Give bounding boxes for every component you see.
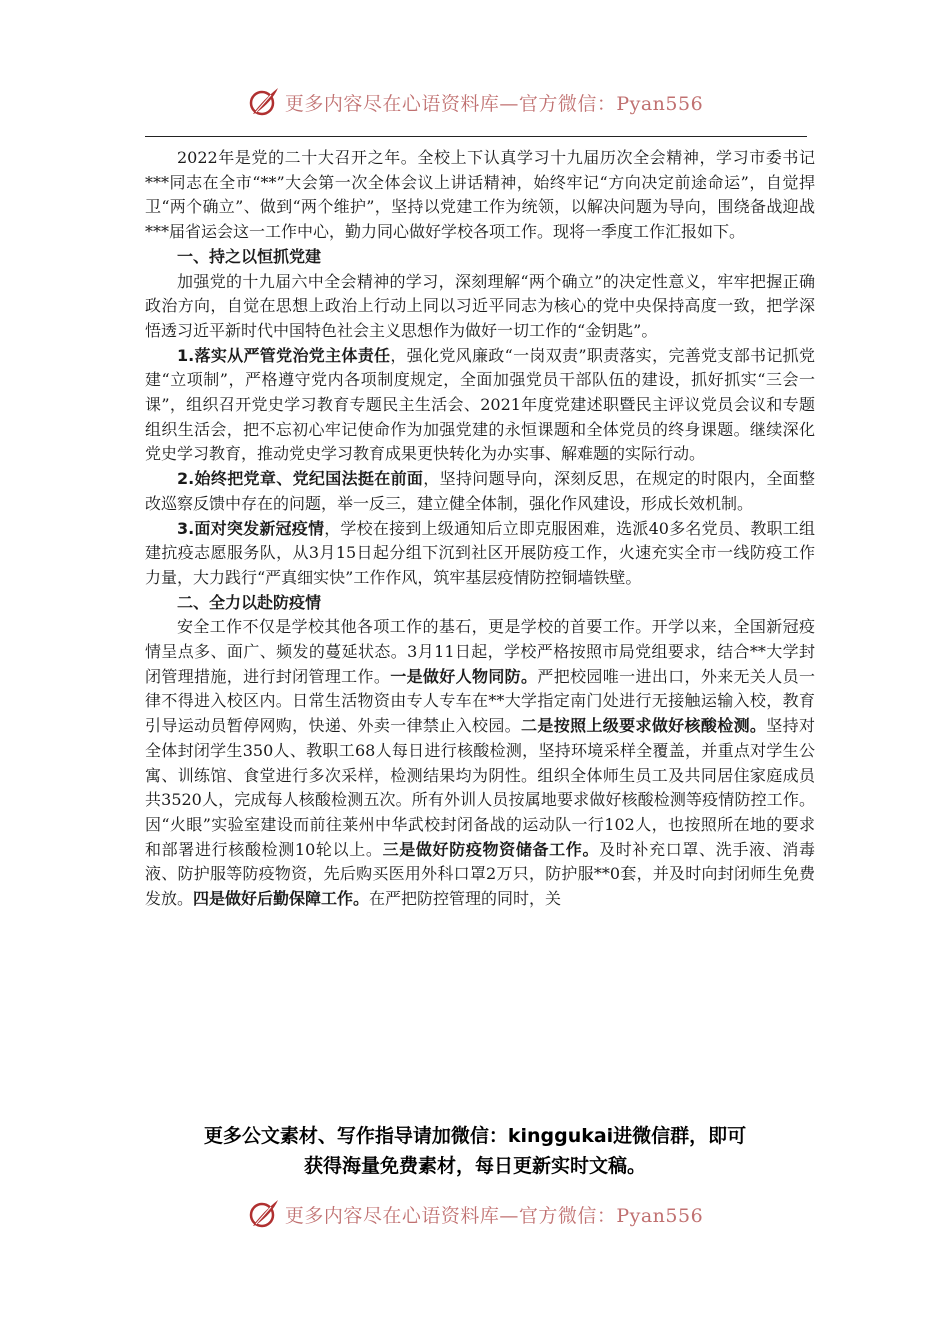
- promo-line-2: 获得海量免费素材，每日更新实时文稿。: [303, 1155, 646, 1177]
- quill-logo-icon: [247, 1197, 281, 1231]
- s2-text-d: 及时补充口罩、洗手液、消毒液、防护服等防疫物资，先后购买医用外科口罩2万只，防护服**0套，并及时向封闭师生免费发放。: [145, 839, 815, 909]
- item-1-text: ，强化党风廉政“一岗双责”职责落实，完善党支部书记抓党建“立项制”，严格遵守党内各项制度规定，全面加强党员干部队伍的建设，抓好抓实“三会一课”，组织召开党史学习教育专题民主生活会、2021年度党建述职暨民主评议党员会议和专题组织生活会，把不忘初心牢记使命作为加强党建的永恒课题和全体党员的终身课题。继续深化党史学习教育，推动党史学习教育成果更快转化为办实事、解难题的实际行动。: [145, 345, 815, 464]
- item-3-paragraph: [145, 517, 815, 591]
- quill-logo-icon: [247, 85, 281, 119]
- header-divider: [145, 136, 807, 137]
- s2-text-b: 严把校园唯一进出口，外来无关人员一律不得进入校区内。日常生活物资由专人专车在**大学指定南门处进行无接触运输入校，教育引导运动员暂停网购，快递、外卖一律禁止入校园。: [145, 666, 815, 736]
- intro-paragraph: 2022年是党的二十大召开之年。全校上下认真学习十九届历次全会精神，学习市委书记***同志在全市“**”大会第一次全体会议上讲话精神，始终牢记“方向决定前途命运”，自觉捍卫“两个确立”、做到“两个维护”，坚持以党建工作为统领，以解决问题为导向，围绕备战迎战***届省运会这一工作中心，勤力同心做好学校各项工作。现将一季度工作汇报如下。: [145, 148, 815, 242]
- promo-block: [120, 1121, 830, 1181]
- s2-text-c: 坚持对全体封闭学生350人、教职工68人每日进行核酸检测，坚持环境采样全覆盖，并重点对学生公寓、训练馆、食堂进行多次采样，检测结果均为阴性。组织全体师生员工及共同居住家庭成员共3520人，完成每人核酸检测五次。所有外训人员按属地要求做好核酸检测等疫情防控工作。因“火眼”实验室建设而前往莱州中华武校封闭备战的运动队一行102人，也按照所在地的要求和部署进行核酸检测10轮以上。: [145, 716, 815, 859]
- document-body: [145, 146, 815, 912]
- header-banner-text: 更多内容尽在心语资料库—官方微信：Pyan556: [284, 92, 704, 115]
- item-2-paragraph: [145, 467, 815, 516]
- section-2-paragraph: [145, 615, 815, 911]
- s2-bold-2: 二是按照上级要求做好核酸检测。: [521, 716, 767, 736]
- item-3-text: ，学校在接到上级通知后立即克服困难，选派40多名党员、教职工组建抗疫志愿服务队，从3月15日起分组下沉到社区开展防疫工作，火速充实全市一线防疫工作力量，大力践行“严真细实快”工作作风，筑牢基层疫情防控铜墙铁壁。: [145, 518, 815, 587]
- section-2-title: 二、全力以赴防疫情: [177, 592, 322, 612]
- header-banner: [0, 80, 950, 124]
- item-3-lead: 3.面对突发新冠疫情: [177, 518, 325, 538]
- footer-banner: [0, 1192, 950, 1236]
- footer-banner-text: 更多内容尽在心语资料库—官方微信：Pyan556: [284, 1204, 704, 1227]
- item-1-lead: 1.落实从严管党治党主体责任: [177, 345, 391, 365]
- s2-text-e: 在严把防控管理的同时，关: [369, 889, 562, 909]
- s2-text-a: 安全工作不仅是学校其他各项工作的基石，更是学校的首要工作。开学以来，全国新冠疫情呈点多、面广、频发的蔓延状态。3月11日起，学校严格按照市局党组要求，结合**大学封闭管理措施，进行封闭管理工作。: [145, 617, 815, 686]
- section-1-paragraph: 加强党的十九届六中全会精神的学习，深刻理解“两个确立”的决定性意义，牢牢把握正确政治方向，自觉在思想上政治上行动上同以习近平同志为核心的党中央保持高度一致，把学深悟透习近平新时代中国特色社会主义思想作为做好一切工作的“金钥匙”。: [145, 271, 815, 340]
- item-2-lead: 2.始终把党章、党纪国法挺在前面: [177, 469, 424, 489]
- item-1-paragraph: [145, 344, 815, 468]
- section-1-title: 一、持之以恒抓党建: [177, 246, 322, 266]
- s2-bold-4: 四是做好后勤保障工作。: [193, 889, 370, 909]
- promo-line-1: 更多公文素材、写作指导请加微信：kinggukai进微信群，即可: [203, 1125, 747, 1147]
- s2-bold-1: 一是做好人物同防。: [390, 666, 538, 686]
- item-2-text: ，坚持问题导向，深刻反思，在规定的时限内，全面整改巡察反馈中存在的问题，举一反三，建立健全体制，强化作风建设，形成长效机制。: [145, 469, 815, 513]
- s2-bold-3: 三是做好防疫物资储备工作。: [382, 839, 600, 859]
